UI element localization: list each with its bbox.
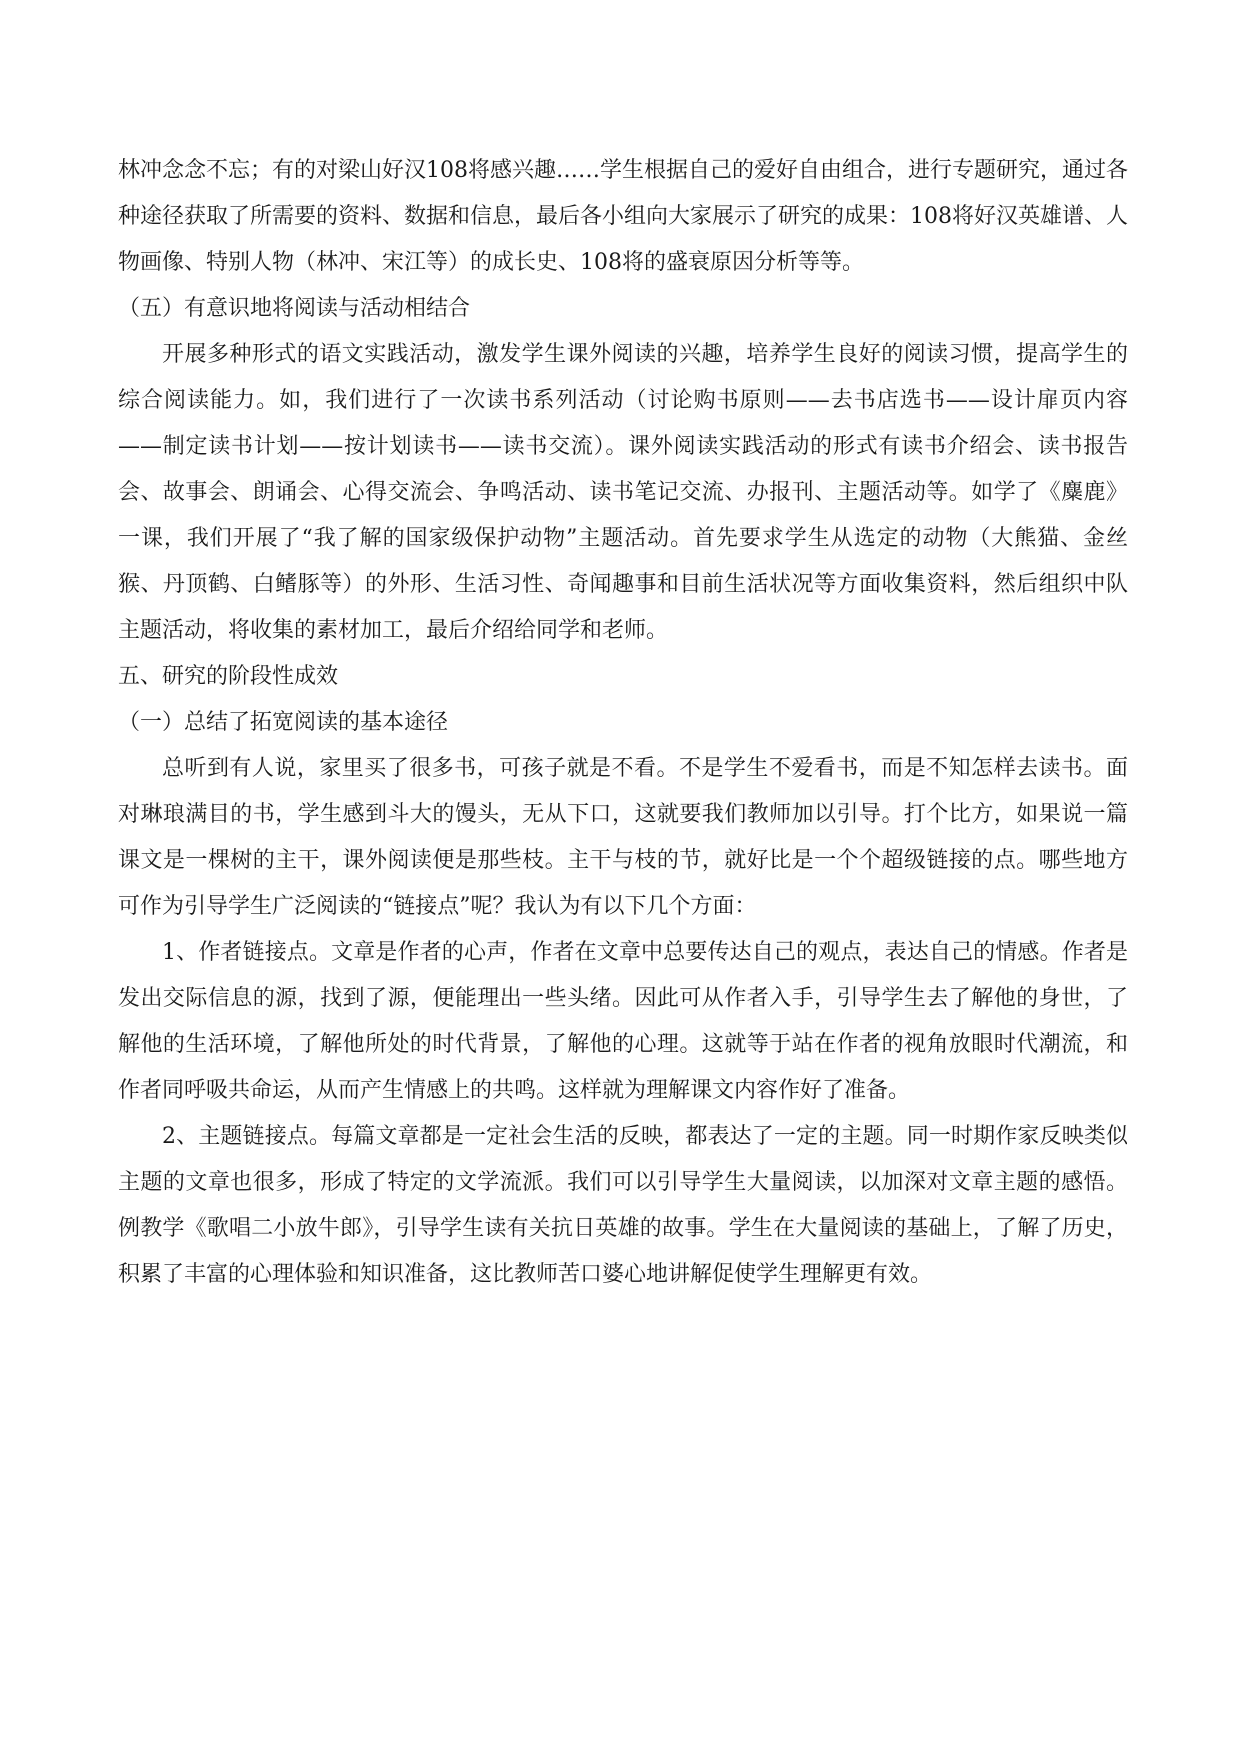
- paragraph-activities: 开展多种形式的语文实践活动，激发学生课外阅读的兴趣，培养学生良好的阅读习惯，提高学生的综合阅读能力。如，我们进行了一次读书系列活动（讨论购书原则——去书店选书——设计扉页内容——制定读书计划——按计划读书——读书交流）。课外阅读实践活动的形式有读书介绍会、读书报告会、故事会、朗诵会、心得交流会、争鸣活动、读书笔记交流、办报刊、主题活动等。如学了《麋鹿》一课，我们开展了“我了解的国家级保护动物”主题活动。首先要求学生从选定的动物（大熊猫、金丝猴、丹顶鹤、白鳍豚等）的外形、生活习性、奇闻趣事和目前生活状况等方面收集资料，然后组织中队主题活动，将收集的素材加工，最后介绍给同学和老师。: [118, 342, 1128, 643]
- paragraph-author-link: 1、作者链接点。文章是作者的心声，作者在文章中总要传达自己的观点，表达自己的情感。作者是发出交际信息的源，找到了源，便能理出一些头绪。因此可从作者入手，引导学生去了解他的身世，了解他的生活环境，了解他所处的时代背景，了解他的心理。这就等于站在作者的视角放眼时代潮流，和作者同呼吸共命运，从而产生情感上的共鸣。这样就为理解课文内容作好了准备。: [118, 940, 1128, 1103]
- section-heading-1: （一）总结了拓宽阅读的基本途径: [118, 710, 449, 735]
- paragraph-continued: 林冲念念不忘；有的对梁山好汉108将感兴趣……学生根据自己的爱好自由组合，进行专题研究，通过各种途径获取了所需要的资料、数据和信息，最后各小组向大家展示了研究的成果：108将好汉英雄谱、人物画像、特别人物（林冲、宋江等）的成长史、108将的盛衰原因分析等等。: [118, 158, 1128, 275]
- chapter-heading-results: 五、研究的阶段性成效: [118, 664, 339, 689]
- section-heading-5: （五）有意识地将阅读与活动相结合: [118, 296, 471, 321]
- paragraph-reading-paths: 总听到有人说，家里买了很多书，可孩子就是不看。不是学生不爱看书，而是不知怎样去读书。面对琳琅满目的书，学生感到斗大的馒头，无从下口，这就要我们教师加以引导。打个比方，如果说一篇课文是一棵树的主干，课外阅读便是那些枝。主干与枝的节，就好比是一个个超级链接的点。哪些地方可作为引导学生广泛阅读的“链接点”呢？我认为有以下几个方面：: [118, 756, 1128, 919]
- paragraph-theme-link: 2、主题链接点。每篇文章都是一定社会生活的反映，都表达了一定的主题。同一时期作家反映类似主题的文章也很多，形成了特定的文学流派。我们可以引导学生大量阅读，以加深对文章主题的感悟。例教学《歌唱二小放牛郎》，引导学生读有关抗日英雄的故事。学生在大量阅读的基础上，了解了历史，积累了丰富的心理体验和知识准备，这比教师苦口婆心地讲解促使学生理解更有效。: [118, 1124, 1128, 1287]
- document-body: [118, 148, 1128, 1298]
